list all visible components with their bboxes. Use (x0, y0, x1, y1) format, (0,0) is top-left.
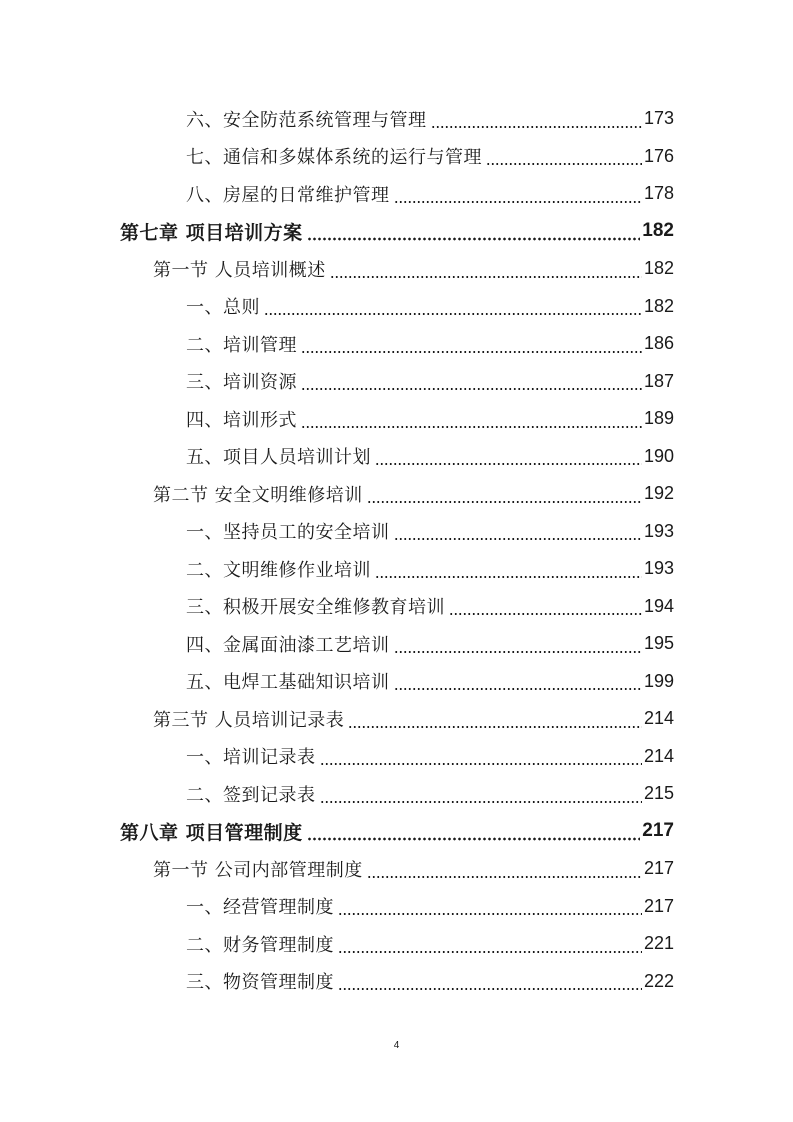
dot-leader (367, 865, 642, 879)
toc-entry[interactable] (0, 100, 793, 138)
toc-entry[interactable] (0, 963, 793, 1001)
toc-entry-page: 194 (643, 595, 674, 616)
toc-chapter-entry[interactable] (0, 213, 793, 251)
toc-entry-title: 一、培训记录表 (186, 747, 316, 769)
toc-entry-page: 192 (643, 483, 674, 504)
dot-leader (338, 940, 642, 954)
dot-leader (301, 377, 642, 391)
toc-entry-title: 第二节 安全文明维修培训 (153, 484, 363, 506)
dot-leader (264, 302, 642, 316)
toc-entry-title: 四、金属面油漆工艺培训 (186, 634, 390, 656)
toc-entry[interactable] (0, 400, 793, 438)
toc-entry-page: 222 (643, 970, 674, 991)
toc-entry[interactable] (0, 663, 793, 701)
dot-leader (320, 790, 642, 804)
toc-section-entry[interactable] (0, 850, 793, 888)
toc-entry-page: 214 (643, 745, 674, 766)
toc-entry-title: 第八章 项目管理制度 (120, 821, 303, 844)
toc-entry-page: 193 (643, 558, 674, 579)
dot-leader (301, 415, 642, 429)
dot-leader (367, 490, 642, 504)
dot-leader (375, 452, 642, 466)
dot-leader (449, 602, 642, 616)
toc-entry[interactable] (0, 550, 793, 588)
toc-entry-page: 182 (643, 258, 674, 279)
toc-entry-title: 四、培训形式 (186, 409, 297, 431)
toc-entry-page: 187 (643, 370, 674, 391)
toc-entry-page: 193 (643, 520, 674, 541)
toc-entry[interactable] (0, 363, 793, 401)
toc-section-entry[interactable] (0, 250, 793, 288)
toc-entry-title: 三、物资管理制度 (186, 972, 334, 994)
toc-entry[interactable] (0, 513, 793, 551)
toc-entry-title: 二、财务管理制度 (186, 934, 334, 956)
toc-entry-title: 第七章 项目培训方案 (120, 221, 303, 244)
toc-entry-title: 八、房屋的日常维护管理 (186, 184, 390, 206)
dot-leader (307, 227, 641, 241)
toc-entry[interactable] (0, 588, 793, 626)
toc-chapter-entry[interactable] (0, 813, 793, 851)
footer-page-number: 4 (393, 1040, 400, 1051)
toc-entry-title: 一、经营管理制度 (186, 897, 334, 919)
dot-leader (320, 752, 642, 766)
toc-entry[interactable] (0, 438, 793, 476)
toc-entry-page: 190 (643, 445, 674, 466)
toc-entry-page: 182 (643, 295, 674, 316)
dot-leader (394, 190, 642, 204)
dot-leader (375, 565, 642, 579)
toc-entry-page: 195 (643, 633, 674, 654)
toc-entry-page: 189 (643, 408, 674, 429)
toc-entry[interactable] (0, 738, 793, 776)
toc-entry-title: 七、通信和多媒体系统的运行与管理 (186, 147, 482, 169)
toc-section-entry[interactable] (0, 475, 793, 513)
toc-entry-title: 三、积极开展安全维修教育培训 (186, 597, 445, 619)
table-of-contents (0, 100, 793, 1000)
toc-entry-page: 182 (642, 220, 674, 242)
dot-leader (301, 340, 642, 354)
toc-section-entry[interactable] (0, 700, 793, 738)
dot-leader (338, 977, 642, 991)
toc-entry-page: 217 (643, 858, 674, 879)
dot-leader (431, 115, 642, 129)
toc-entry-page: 173 (643, 108, 674, 129)
dot-leader (330, 265, 642, 279)
toc-entry-page: 221 (643, 933, 674, 954)
dot-leader (394, 640, 642, 654)
toc-entry-title: 三、培训资源 (186, 372, 297, 394)
dot-leader (394, 527, 642, 541)
toc-entry-title: 五、项目人员培训计划 (186, 447, 371, 469)
toc-entry-page: 214 (643, 708, 674, 729)
toc-entry[interactable] (0, 925, 793, 963)
toc-entry-page: 215 (643, 783, 674, 804)
toc-entry-title: 第一节 公司内部管理制度 (153, 859, 363, 881)
dot-leader (348, 715, 642, 729)
toc-entry[interactable] (0, 888, 793, 926)
toc-entry-page: 178 (643, 183, 674, 204)
toc-entry-title: 一、总则 (186, 297, 260, 319)
toc-entry-page: 217 (643, 895, 674, 916)
toc-entry-page: 176 (643, 145, 674, 166)
toc-entry-page: 199 (643, 670, 674, 691)
dot-leader (394, 677, 642, 691)
toc-entry-title: 二、文明维修作业培训 (186, 559, 371, 581)
toc-entry-title: 第三节 人员培训记录表 (153, 709, 345, 731)
toc-entry[interactable] (0, 175, 793, 213)
toc-entry-page: 186 (643, 333, 674, 354)
toc-entry[interactable] (0, 288, 793, 326)
toc-entry-title: 第一节 人员培训概述 (153, 259, 326, 281)
toc-entry-page: 217 (642, 820, 674, 842)
toc-entry[interactable] (0, 625, 793, 663)
toc-entry[interactable] (0, 775, 793, 813)
toc-entry[interactable] (0, 138, 793, 176)
dot-leader (338, 902, 642, 916)
toc-entry-title: 五、电焊工基础知识培训 (186, 672, 390, 694)
toc-entry-title: 六、安全防范系统管理与管理 (186, 109, 427, 131)
toc-entry-title: 二、签到记录表 (186, 784, 316, 806)
toc-entry-title: 二、培训管理 (186, 334, 297, 356)
toc-entry-title: 一、坚持员工的安全培训 (186, 522, 390, 544)
toc-entry[interactable] (0, 325, 793, 363)
dot-leader (486, 152, 642, 166)
dot-leader (307, 827, 641, 841)
